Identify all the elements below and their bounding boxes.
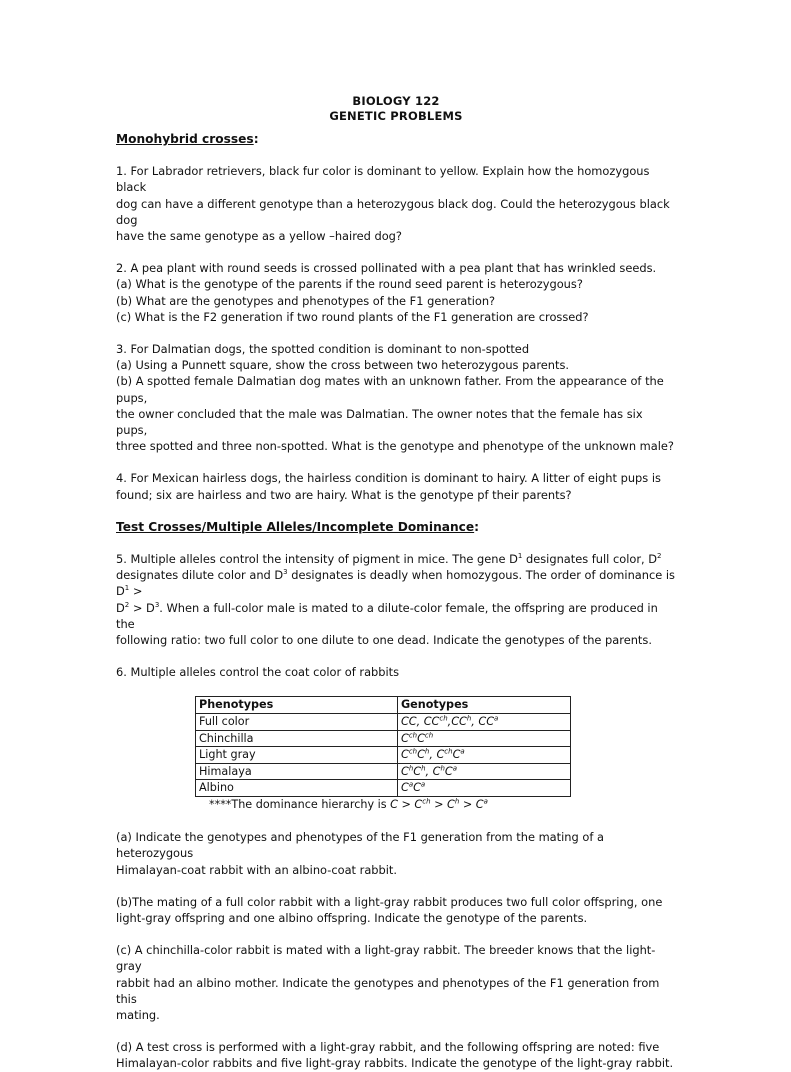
question-6 (116, 664, 676, 1071)
genotype-cell: CC, $CC^{ch},CC^h$, $CC^a$ (398, 714, 571, 731)
page-title (116, 94, 676, 124)
q6-line: 6. Multiple alleles control the coat color of rabbits (116, 665, 400, 680)
q4-line: found; six are hairless and two are hairy. What is the genotype pf their parents? (116, 487, 572, 502)
q2-line: 2. A pea plant with round seeds is crossed pollinated with a pea plant that has wrinkled seeds. (116, 261, 657, 276)
worksheet-page (116, 94, 676, 1072)
q3-line: 3. For Dalmatian dogs, the spotted condition is dominant to non-spotted (116, 342, 530, 357)
q1-line: 1. For Labrador retrievers, black fur color is dominant to yellow. Explain how the homozygous black (116, 164, 650, 195)
q3-part-a: (a) Using a Punnett square, show the cross between two heterozygous parents. (116, 358, 569, 373)
q6-part-d: (d) A test cross is performed with a light-gray rabbit, and the following offspring are noted: five (116, 1040, 660, 1055)
q6-part-d: Himalayan-color rabbits and five light-gray rabbits. Indicate the genotype of the light-gray rabbit. (116, 1056, 674, 1071)
genotype-table (195, 696, 571, 797)
genotype-cell: $C^hC^h$, $C^hC^a$ (398, 763, 571, 780)
q6-part-c: mating. (116, 1008, 160, 1023)
q2-part-a: (a) What is the genotype of the parents if the round seed parent is heterozygous? (116, 277, 583, 292)
q2-part-c: (c) What is the F2 generation if two round plants of the F1 generation are crossed? (116, 309, 589, 324)
phenotype-cell: Full color (196, 714, 398, 731)
q6-part-c: (c) A chinchilla-color rabbit is mated with a light-gray rabbit. The breeder knows that the light-gray (116, 943, 656, 974)
title-line-2: GENETIC PROBLEMS (329, 109, 463, 123)
section-heading-monohybrid: Monohybrid crosses: (116, 132, 259, 146)
q6-part-a: (a) Indicate the genotypes and phenotypes of the F1 generation from the mating of a heterozygous (116, 830, 604, 861)
q3-part-b: (b) A spotted female Dalmatian dog mates with an unknown father. From the appearance of the pups, (116, 374, 664, 405)
table-row (196, 763, 571, 780)
section-heading-test-crosses: Test Crosses/Multiple Alleles/Incomplete Dominance: (116, 519, 480, 534)
title-line-1: BIOLOGY 122 (352, 94, 440, 108)
table-header-row (196, 697, 571, 714)
q1-line: dog can have a different genotype than a heterozygous black dog. Could the heterozygous black dog (116, 196, 670, 227)
question-3 (116, 341, 676, 454)
genotype-cell: $C^{ch}C^h$, $C^{ch}C^a$ (398, 747, 571, 764)
q3-part-b: three spotted and three non-spotted. What is the genotype and phenotype of the unknown male? (116, 439, 674, 454)
q5-line: designates dilute color and $D^3$ designates is deadly when homozygous. The order of dominance is $D^1$ > (116, 568, 675, 599)
phenotype-cell: Albino (196, 780, 398, 797)
phenotype-cell: Himalaya (196, 763, 398, 780)
q5-line: 5. Multiple alleles control the intensity of pigment in mice. The gene $D^1$ designates full color, $D^2$ (116, 552, 662, 567)
question-4 (116, 470, 676, 502)
q2-part-b: (b) What are the genotypes and phenotypes of the F1 generation? (116, 293, 496, 308)
question-1 (116, 163, 676, 244)
table-row (196, 730, 571, 747)
table-header-genotypes: Genotypes (398, 697, 571, 714)
question-2 (116, 260, 676, 325)
q6-part-a: Himalayan-coat rabbit with an albino-coat rabbit. (116, 862, 398, 877)
q6-part-b: (b)The mating of a full color rabbit with a light-gray rabbit produces two full color offspring, one (116, 894, 663, 909)
q3-part-b: the owner concluded that the male was Dalmatian. The owner notes that the female has six pups, (116, 406, 643, 438)
phenotype-cell: Light gray (196, 747, 398, 764)
q6-part-b: light-gray offspring and one albino offspring. Indicate the genotype of the parents. (116, 911, 588, 926)
table-header-phenotypes: Phenotypes (196, 697, 398, 714)
q4-line: 4. For Mexican hairless dogs, the hairless condition is dominant to hairy. A litter of eight pups is (116, 471, 661, 486)
genotype-cell: $C^{ch}C^{ch}$ (398, 730, 571, 747)
table-row (196, 780, 571, 797)
q5-line: $D^2 > D^3$. When a full-color male is mated to a dilute-color female, the offspring are produced in the (116, 600, 658, 631)
q6-part-c: rabbit had an albino mother. Indicate the genotypes and phenotypes of the F1 generation from this (116, 975, 660, 1006)
question-5 (116, 551, 676, 648)
table-row (196, 714, 571, 731)
q5-line: following ratio: two full color to one dilute to one dead. Indicate the genotypes of the parents. (116, 633, 652, 648)
dominance-note: ****The dominance hierarchy is $C > C^{ch} > C^h > C^a$ (209, 797, 488, 812)
genotype-cell: $C^aC^a$ (398, 780, 571, 797)
phenotype-cell: Chinchilla (196, 730, 398, 747)
q1-line: have the same genotype as a yellow –haired dog? (116, 229, 402, 244)
table-row (196, 747, 571, 764)
